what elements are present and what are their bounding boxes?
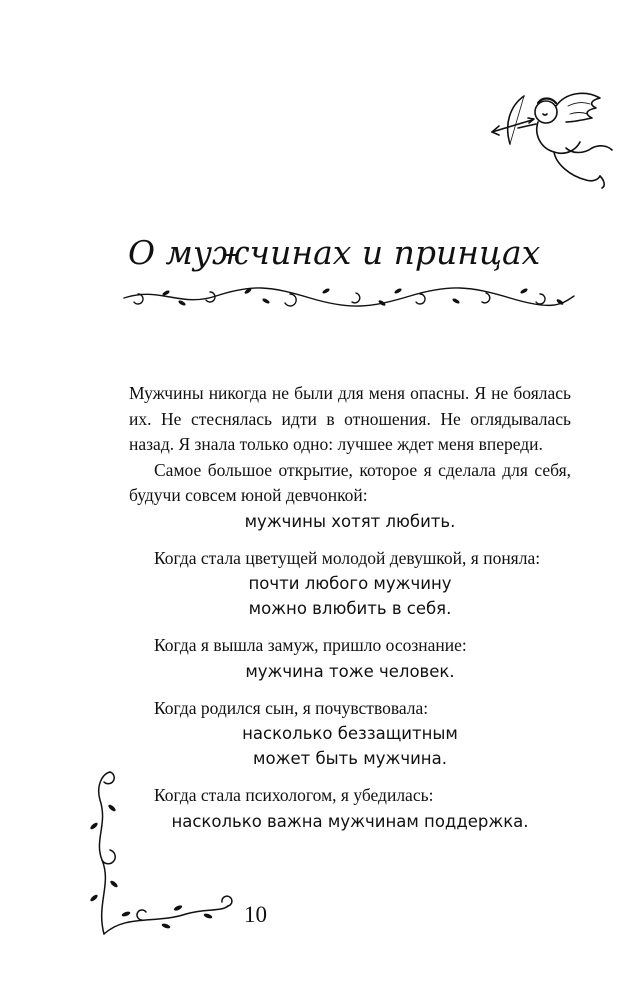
title-divider-ornament <box>120 282 576 310</box>
revelation-lead: Когда родился сын, я почувствовала: <box>154 697 429 718</box>
quote-line: насколько важна мужчинам поддержка. <box>171 811 529 831</box>
quote-line: почти любого мужчину <box>248 574 452 593</box>
revelation-lead: Когда стала психологом, я убедилась: <box>154 785 434 805</box>
revelation-quote <box>129 509 571 534</box>
revelation-lead: Когда стала цветущей молодой девушкой, я поняла: <box>154 547 541 568</box>
corner-vine-ornament <box>86 764 246 944</box>
chapter-title: О мужчинах и принцах <box>128 233 541 272</box>
quote-line: насколько беззащитным <box>242 724 458 743</box>
intro-paragraph: Самое большое открытие, которое я сделала для себя, будучи совсем юной девчонкой: <box>129 459 571 505</box>
quote-line: можно влюбить в себя. <box>248 599 452 618</box>
quote-line: мужчина тоже человек. <box>245 661 455 681</box>
intro-paragraph: Мужчины никогда не были для меня опасны. Я не боялась их. Не стеснялась идти в отношения. Не оглядывалась назад. Я знала только одно: лучшее ждет меня впереди. <box>129 383 571 454</box>
revelation-quote <box>129 659 571 684</box>
quote-line: может быть мужчина. <box>253 749 447 768</box>
intro <box>129 381 571 509</box>
page-number: 10 <box>244 902 267 927</box>
quote-line: мужчины хотят любить. <box>244 511 456 531</box>
revelation-quote <box>129 571 571 621</box>
cupid-illustration <box>488 88 618 193</box>
revelation-lead: Когда я вышла замуж, пришло осознание: <box>154 635 467 655</box>
